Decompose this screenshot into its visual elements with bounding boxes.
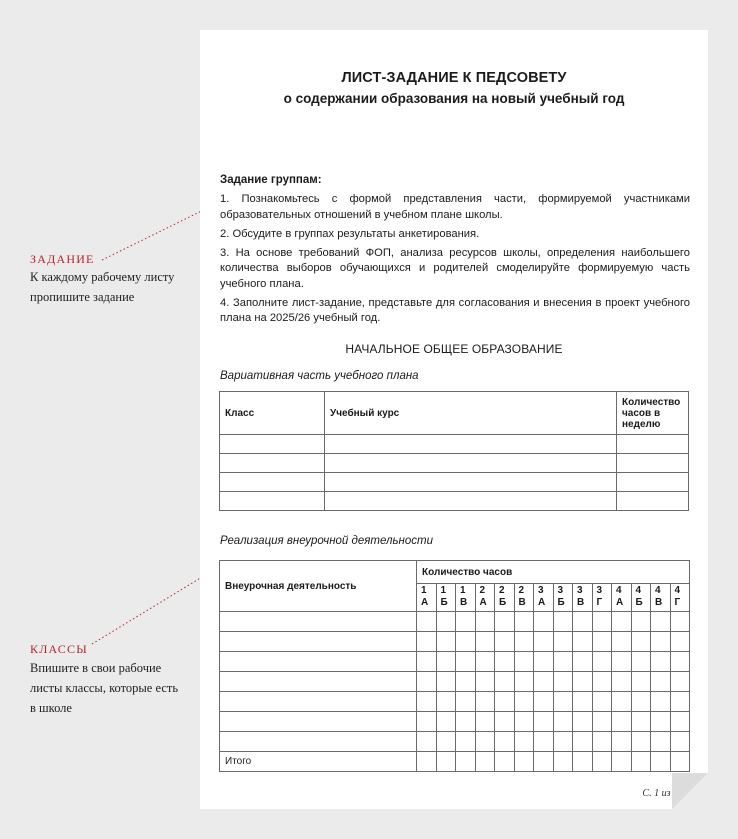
hours-cell[interactable] (670, 752, 690, 772)
column-header-class: Класс (220, 392, 325, 435)
class-number: 3 (596, 585, 603, 596)
class-letter: А (616, 597, 624, 608)
hours-cell[interactable] (495, 752, 515, 772)
activity-cell[interactable] (220, 632, 417, 652)
hours-cell[interactable] (612, 732, 632, 752)
table-cell[interactable] (220, 435, 325, 454)
table-cell[interactable] (220, 492, 325, 511)
table-row (220, 692, 690, 712)
class-letter: Б (557, 597, 565, 608)
hours-cell[interactable] (670, 732, 690, 752)
hours-cell[interactable] (592, 612, 612, 632)
hours-cell[interactable] (573, 652, 593, 672)
class-header-4В (651, 584, 671, 612)
hours-cell[interactable] (534, 632, 554, 652)
section-title: НАЧАЛЬНОЕ ОБЩЕЕ ОБРАЗОВАНИЕ (345, 342, 563, 356)
caption-extracurricular: Реализация внеурочной деятельности (220, 535, 433, 547)
hours-cell[interactable] (436, 652, 456, 672)
hours-cell[interactable] (417, 752, 437, 772)
hours-cell[interactable] (612, 712, 632, 732)
table-header-row (220, 561, 690, 584)
hours-cell[interactable] (514, 612, 534, 632)
class-header-4Г (670, 584, 690, 612)
document-page (200, 30, 708, 809)
hours-cell[interactable] (573, 712, 593, 732)
table-row (220, 672, 690, 692)
task-item: 4. Заполните лист-задание, представьте для согласования и внесения в проект учебного плана на 2025/26 учебный год. (220, 296, 690, 324)
hours-cell[interactable] (475, 632, 495, 652)
hours-cell[interactable] (553, 632, 573, 652)
class-number: 3 (577, 585, 583, 596)
hours-cell[interactable] (514, 632, 534, 652)
hours-cell[interactable] (475, 672, 495, 692)
table-row (220, 612, 690, 632)
class-number: 1 (460, 585, 466, 596)
hours-cell[interactable] (670, 692, 690, 712)
hours-cell[interactable] (436, 732, 456, 752)
class-header-3А (534, 584, 554, 612)
class-letter: В (460, 597, 468, 608)
hours-cell[interactable] (534, 752, 554, 772)
hours-cell[interactable] (534, 652, 554, 672)
hours-cell[interactable] (592, 632, 612, 652)
hours-cell[interactable] (592, 672, 612, 692)
hours-cell[interactable] (670, 632, 690, 652)
hours-cell[interactable] (514, 692, 534, 712)
hours-cell[interactable] (612, 612, 632, 632)
hours-cell[interactable] (553, 612, 573, 632)
hours-cell[interactable] (436, 752, 456, 772)
hours-cell[interactable] (631, 612, 651, 632)
class-number: 2 (499, 585, 505, 596)
hours-cell[interactable] (670, 672, 690, 692)
table-row (220, 473, 689, 492)
table-header-row (220, 392, 689, 435)
hours-cell[interactable] (456, 712, 476, 732)
hours-cell[interactable] (495, 712, 515, 732)
activity-cell[interactable] (220, 612, 417, 632)
class-letter: Г (674, 597, 681, 608)
activity-cell[interactable] (220, 672, 417, 692)
hours-cell[interactable] (417, 692, 437, 712)
hours-cell[interactable] (495, 612, 515, 632)
hours-cell[interactable] (631, 672, 651, 692)
hours-cell[interactable] (573, 732, 593, 752)
class-number: 4 (655, 585, 661, 596)
class-letter: Б (635, 597, 643, 608)
hours-cell[interactable] (534, 612, 554, 632)
hours-cell[interactable] (553, 672, 573, 692)
hours-cell[interactable] (456, 612, 476, 632)
class-header-3Б (553, 584, 573, 612)
hours-cell[interactable] (475, 692, 495, 712)
table-cell[interactable] (617, 435, 689, 454)
table-cell[interactable] (220, 454, 325, 473)
hours-cell[interactable] (436, 672, 456, 692)
hours-cell[interactable] (612, 632, 632, 652)
hours-cell[interactable] (436, 612, 456, 632)
hours-cell[interactable] (553, 732, 573, 752)
hours-cell[interactable] (514, 732, 534, 752)
hours-cell[interactable] (456, 652, 476, 672)
class-letter: В (577, 597, 585, 608)
column-header-hours: Количество часов в неделю (617, 392, 689, 435)
hours-cell[interactable] (612, 752, 632, 772)
hours-cell[interactable] (475, 752, 495, 772)
hours-cell[interactable] (612, 692, 632, 712)
hours-cell[interactable] (573, 612, 593, 632)
hours-cell[interactable] (417, 732, 437, 752)
activity-cell[interactable] (220, 712, 417, 732)
hours-cell[interactable] (651, 732, 671, 752)
class-header-1В (456, 584, 476, 612)
table-cell[interactable] (325, 492, 617, 511)
class-letter: А (479, 597, 487, 608)
hours-cell[interactable] (631, 632, 651, 652)
hours-cell[interactable] (553, 712, 573, 732)
table-cell[interactable] (617, 473, 689, 492)
total-label: Итого (220, 752, 417, 772)
hours-cell[interactable] (670, 612, 690, 632)
hours-cell[interactable] (612, 672, 632, 692)
hours-cell[interactable] (534, 692, 554, 712)
hours-cell[interactable] (670, 712, 690, 732)
class-number: 4 (635, 585, 642, 596)
hours-cell[interactable] (573, 692, 593, 712)
page-number: С. 1 из 3 (642, 788, 678, 799)
hours-cell[interactable] (417, 612, 437, 632)
class-header-1А (417, 584, 437, 612)
hours-cell[interactable] (592, 652, 612, 672)
class-letter: Б (440, 597, 448, 608)
task-heading: Задание группам: (220, 174, 322, 186)
table-row (220, 732, 690, 752)
hours-cell[interactable] (651, 672, 671, 692)
hours-cell[interactable] (456, 732, 476, 752)
table-row (220, 712, 690, 732)
class-header-2В (514, 584, 534, 612)
hours-cell[interactable] (631, 692, 651, 712)
hours-cell[interactable] (475, 712, 495, 732)
hours-cell[interactable] (417, 652, 437, 672)
extracurricular-table (219, 560, 690, 772)
hours-cell[interactable] (475, 652, 495, 672)
class-header-1Б (436, 584, 456, 612)
class-number: 4 (674, 585, 681, 596)
table-row (220, 492, 689, 511)
class-header-4А (612, 584, 632, 612)
table-cell[interactable] (220, 473, 325, 492)
class-letter: Г (596, 597, 603, 608)
hours-cell[interactable] (417, 712, 437, 732)
table-cell[interactable] (325, 435, 617, 454)
hours-cell[interactable] (456, 632, 476, 652)
hours-cell[interactable] (592, 752, 612, 772)
column-header-hours: Количество часов (417, 561, 690, 584)
annotation-task-title: ЗАДАНИЕ (30, 252, 95, 266)
hours-cell[interactable] (495, 632, 515, 652)
hours-cell[interactable] (573, 752, 593, 772)
hours-cell[interactable] (573, 672, 593, 692)
hours-cell[interactable] (514, 712, 534, 732)
hours-cell[interactable] (651, 652, 671, 672)
class-number: 1 (440, 585, 447, 596)
hours-cell[interactable] (514, 752, 534, 772)
hours-cell[interactable] (631, 652, 651, 672)
hours-cell[interactable] (495, 652, 515, 672)
activity-cell[interactable] (220, 692, 417, 712)
hours-cell[interactable] (631, 752, 651, 772)
hours-cell[interactable] (553, 692, 573, 712)
class-header-2А (475, 584, 495, 612)
class-letter: А (538, 597, 546, 608)
class-number: 4 (616, 585, 622, 596)
hours-cell[interactable] (456, 752, 476, 772)
table-row (220, 435, 689, 454)
table-cell[interactable] (325, 473, 617, 492)
hours-cell[interactable] (651, 632, 671, 652)
document-title: ЛИСТ-ЗАДАНИЕ К ПЕДСОВЕТУ (341, 70, 567, 86)
class-letter: Б (499, 597, 507, 608)
column-header-course: Учебный курс (325, 392, 617, 435)
hours-cell[interactable] (651, 752, 671, 772)
annotation-classes-text: Впишите в свои рабочие листы классы, которые есть в школе (30, 661, 179, 715)
hours-cell[interactable] (651, 692, 671, 712)
class-number: 3 (538, 585, 544, 596)
variative-part-table (219, 391, 689, 511)
annotation-task-text: К каждому рабочему листу пропишите задание (30, 270, 175, 304)
class-number: 2 (518, 585, 525, 596)
hours-cell[interactable] (631, 732, 651, 752)
hours-cell[interactable] (456, 692, 476, 712)
hours-cell[interactable] (475, 612, 495, 632)
task-item: 1. Познакомьтесь с формой представления части, формируемой участниками образовательных отношений в учебном плане школы. (220, 193, 690, 221)
hours-cell[interactable] (573, 632, 593, 652)
class-letter: В (518, 597, 526, 608)
class-number: 3 (557, 585, 564, 596)
page-corner-fold (672, 773, 708, 809)
hours-cell[interactable] (592, 712, 612, 732)
hours-cell[interactable] (456, 672, 476, 692)
class-letter: В (655, 597, 663, 608)
hours-cell[interactable] (514, 672, 534, 692)
hours-cell[interactable] (495, 692, 515, 712)
class-header-2Б (495, 584, 515, 612)
class-header-3Г (592, 584, 612, 612)
hours-cell[interactable] (612, 652, 632, 672)
class-header-3В (573, 584, 593, 612)
task-item: 3. На основе требований ФОП, анализа ресурсов школы, определения наибольшего количества выборов обучающихся и родителей смоделируйте формируемую часть учебного плана. (220, 246, 690, 290)
table-cell[interactable] (617, 492, 689, 511)
table-row (220, 652, 690, 672)
total-row (220, 752, 690, 772)
class-number: 2 (479, 585, 486, 596)
hours-cell[interactable] (651, 712, 671, 732)
hours-cell[interactable] (631, 712, 651, 732)
hours-cell[interactable] (534, 732, 554, 752)
hours-cell[interactable] (670, 652, 690, 672)
hours-cell[interactable] (553, 752, 573, 772)
hours-cell[interactable] (436, 692, 456, 712)
hours-cell[interactable] (475, 732, 495, 752)
hours-cell[interactable] (436, 632, 456, 652)
activity-cell[interactable] (220, 732, 417, 752)
activity-cell[interactable] (220, 652, 417, 672)
hours-cell[interactable] (534, 672, 554, 692)
caption-variative-part: Вариативная часть учебного плана (220, 370, 419, 382)
hours-cell[interactable] (436, 712, 456, 732)
document-subtitle: о содержании образования на новый учебный год (283, 91, 625, 106)
table-row (220, 632, 690, 652)
hours-cell[interactable] (592, 732, 612, 752)
hours-cell[interactable] (534, 712, 554, 732)
hours-cell[interactable] (417, 632, 437, 652)
hours-cell[interactable] (651, 612, 671, 632)
class-number: 1 (421, 585, 427, 596)
task-item: 2. Обсудите в группах результаты анкетирования. (220, 227, 480, 240)
table-cell[interactable] (617, 454, 689, 473)
annotation-classes-title: КЛАССЫ (30, 642, 88, 656)
class-header-4Б (631, 584, 651, 612)
hours-cell[interactable] (514, 652, 534, 672)
column-header-activity: Внеурочная деятельность (220, 561, 417, 612)
hours-cell[interactable] (495, 732, 515, 752)
hours-cell[interactable] (553, 652, 573, 672)
table-cell[interactable] (325, 454, 617, 473)
class-letter: А (421, 597, 429, 608)
hours-cell[interactable] (592, 692, 612, 712)
table-row (220, 454, 689, 473)
hours-cell[interactable] (495, 672, 515, 692)
hours-cell[interactable] (417, 672, 437, 692)
task-list (220, 192, 690, 330)
